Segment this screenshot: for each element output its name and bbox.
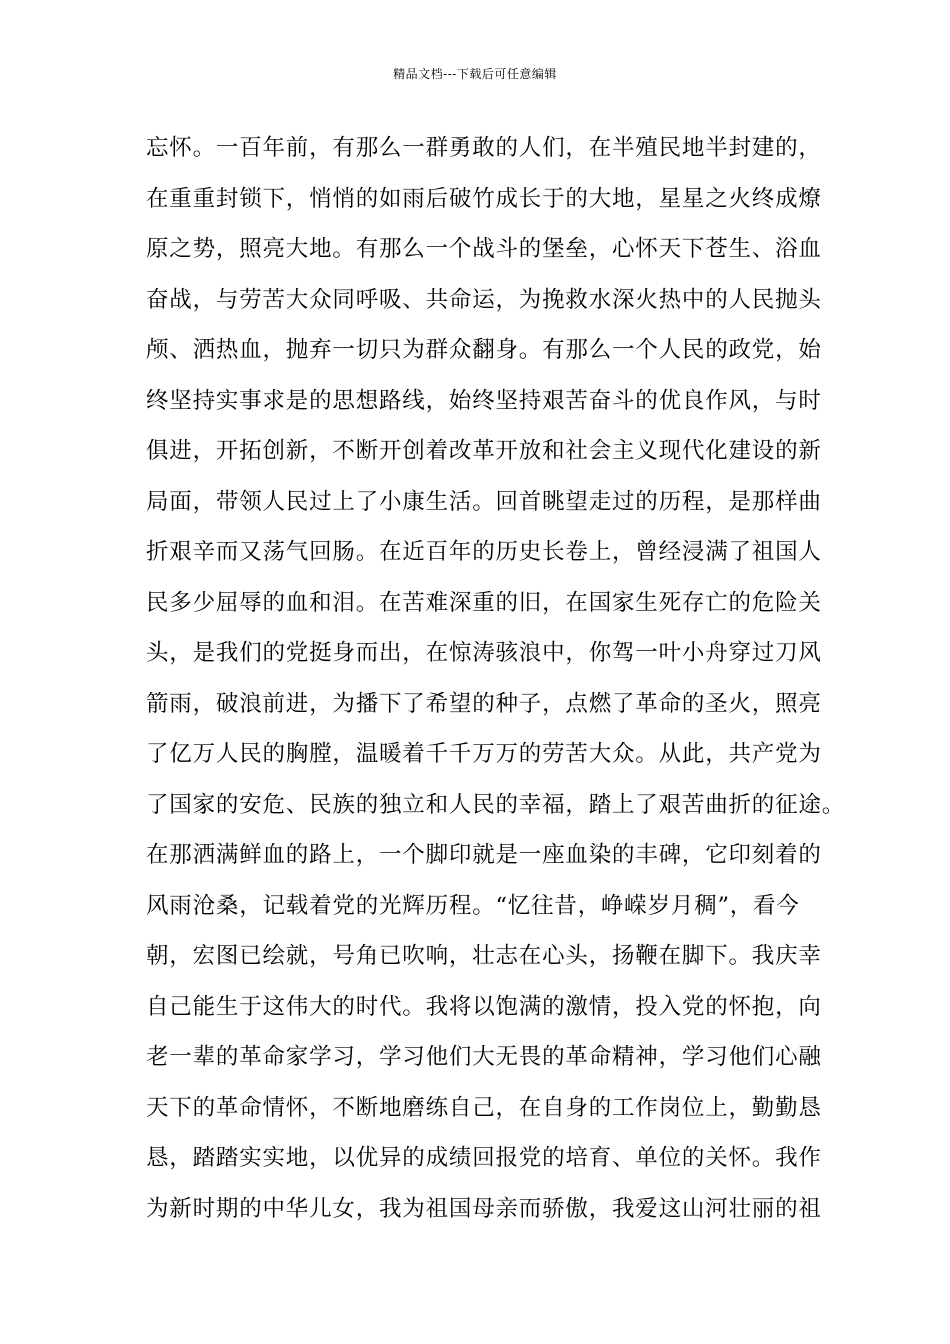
text-line: 朝，宏图已绘就，号角已吹响，壮志在心头，扬鞭在脚下。我庆幸 — [146, 943, 822, 969]
text-line: 箭雨，破浪前进，为播下了希望的种子，点燃了革命的圣火，照亮 — [146, 690, 822, 717]
text-line: 俱进，开拓创新，不断开创着改革开放和社会主义现代化建设的新 — [146, 438, 822, 464]
page-header: 精品文档---下载后可任意编辑 — [393, 67, 557, 81]
text-line: 折艰辛而又荡气回肠。在近百年的历史长卷上，曾经浸满了祖国人 — [146, 539, 822, 565]
text-line: 民多少屈辱的血和泪。在苦难深重的旧，在国家生死存亡的危险关 — [146, 589, 822, 616]
text-line: 颅、洒热血，抛弃一切只为群众翻身。有那么一个人民的政党，始 — [146, 337, 822, 363]
text-line: 忘怀。一百年前，有那么一群勇敢的人们，在半殖民地半封建的， — [146, 135, 822, 161]
text-line: 终坚持实事求是的思想路线，始终坚持艰苦奋斗的优良作风，与时 — [146, 387, 822, 414]
text-line: 在重重封锁下，悄悄的如雨后破竹成长于的大地，星星之火终成燎 — [146, 185, 822, 212]
text-line: 风雨沧桑，记载着党的光辉历程。“忆往昔，峥嵘岁月稠”，看今 — [146, 892, 800, 919]
text-line: 为新时期的中华儿女，我为祖国母亲而骄傲，我爱这山河壮丽的祖 — [146, 1195, 822, 1222]
text-line: 老一辈的革命家学习，学习他们大无畏的革命精神，学习他们心融 — [146, 1044, 822, 1070]
text-line: 天下的革命情怀，不断地磨练自己，在自身的工作岗位上，勤勤恳 — [146, 1094, 822, 1121]
text-line: 在那洒满鲜血的路上，一个脚印就是一座血染的丰碑，它印刻着的 — [146, 842, 822, 868]
text-line: 了国家的安危、民族的独立和人民的幸福，踏上了艰苦曲折的征途。 — [146, 791, 846, 818]
text-line: 恳，踏踏实实地，以优异的成绩回报党的培育、单位的关怀。我作 — [146, 1145, 822, 1171]
text-line: 局面，带领人民过上了小康生活。回首眺望走过的历程，是那样曲 — [146, 488, 822, 515]
text-line: 头，是我们的党挺身而出，在惊涛骇浪中，你驾一叶小舟穿过刀风 — [146, 640, 822, 666]
body-text — [146, 129, 846, 1240]
text-line: 奋战，与劳苦大众同呼吸、共命运，为挽救水深火热中的人民抛头 — [146, 286, 822, 313]
text-line: 了亿万人民的胸膛，温暖着千千万万的劳苦大众。从此，共产党为 — [146, 741, 822, 767]
text-line: 自己能生于这伟大的时代。我将以饱满的激情，投入党的怀抱，向 — [146, 993, 822, 1020]
text-line: 原之势，照亮大地。有那么一个战斗的堡垒，心怀天下苍生、浴血 — [146, 236, 822, 262]
